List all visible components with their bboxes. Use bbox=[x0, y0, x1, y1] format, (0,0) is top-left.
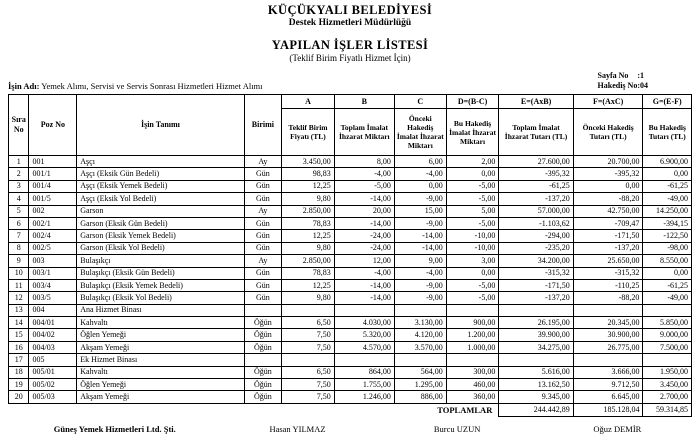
cell-onceki-hakedis-miktari: 564,00 bbox=[394, 366, 446, 378]
cell-toplam-imalat-miktari: 4.030,00 bbox=[334, 317, 394, 329]
table-row bbox=[9, 180, 692, 192]
cell-toplam-imalat-tutari: 26.195,00 bbox=[499, 317, 573, 329]
cell-teklif-birim-fiyati: 7,50 bbox=[282, 329, 335, 341]
job-name-line bbox=[8, 81, 263, 91]
cell-poz-no: 005/02 bbox=[29, 379, 77, 391]
hakedis-no-value: :04 bbox=[637, 81, 648, 90]
cell-poz-no: 001/4 bbox=[29, 180, 77, 192]
cell-onceki-hakedis-miktari: 9,00 bbox=[394, 255, 446, 267]
cell-bu-hakedis-tutari: -61,25 bbox=[643, 180, 692, 192]
cell-toplam-imalat-miktari: -14,00 bbox=[334, 279, 394, 291]
cell-toplam-imalat-tutari: 39.900,00 bbox=[499, 329, 573, 341]
cell-birimi: Gün bbox=[244, 168, 282, 180]
cell-sira-no: 2 bbox=[9, 168, 29, 180]
cell-birimi: Gün bbox=[244, 217, 282, 229]
cell-bu-hakedis-miktari: 3,00 bbox=[446, 255, 499, 267]
cell-bu-hakedis-tutari: 8.550,00 bbox=[643, 255, 692, 267]
cell-bu-hakedis-miktari bbox=[446, 354, 499, 366]
cell-onceki-hakedis-tutari: 20.700,00 bbox=[573, 156, 643, 168]
formula-header-c: C bbox=[394, 95, 446, 109]
cell-isin-tanimi: Garson (Eksik Yemek Bedeli) bbox=[77, 230, 244, 242]
cell-onceki-hakedis-miktari bbox=[394, 304, 446, 316]
cell-toplam-imalat-miktari: -4,00 bbox=[334, 168, 394, 180]
cell-bu-hakedis-tutari: 7.500,00 bbox=[643, 341, 692, 353]
cell-bu-hakedis-miktari: 1.000,00 bbox=[446, 341, 499, 353]
cell-onceki-hakedis-tutari: 9.712,50 bbox=[573, 379, 643, 391]
cell-onceki-hakedis-miktari: 1.295,00 bbox=[394, 379, 446, 391]
cell-bu-hakedis-tutari: -98,00 bbox=[643, 242, 692, 254]
cell-isin-tanimi: Bulaşıkçı (Eksik Yol Bedeli) bbox=[77, 292, 244, 304]
cell-sira-no: 4 bbox=[9, 193, 29, 205]
col-header-toplam-imalat-tutari: Toplam İmalat İhzarat Tutarı (TL) bbox=[499, 109, 573, 156]
cell-teklif-birim-fiyati: 12,25 bbox=[282, 180, 335, 192]
table-row bbox=[9, 379, 692, 391]
cell-toplam-imalat-tutari: -61,25 bbox=[499, 180, 573, 192]
table-row bbox=[9, 304, 692, 316]
cell-toplam-imalat-miktari: -14,00 bbox=[334, 193, 394, 205]
cell-onceki-hakedis-tutari: 6.645,00 bbox=[573, 391, 643, 403]
cell-toplam-imalat-tutari: 34.200,00 bbox=[499, 255, 573, 267]
cell-isin-tanimi: Ana Hizmet Binası bbox=[77, 304, 244, 316]
cell-isin-tanimi: Garson bbox=[77, 205, 244, 217]
col-header-onceki-hakedis-miktari: Önceki Hakediş İmalat İhzarat Miktarı bbox=[394, 109, 446, 156]
cell-poz-no: 002/5 bbox=[29, 242, 77, 254]
table-row bbox=[9, 366, 692, 378]
cell-sira-no: 9 bbox=[9, 255, 29, 267]
totals-toplam-imalat-tutari: 244.442,89 bbox=[499, 403, 573, 416]
table-row bbox=[9, 230, 692, 242]
cell-teklif-birim-fiyati: 12,25 bbox=[282, 230, 335, 242]
cell-toplam-imalat-miktari: 1.755,00 bbox=[334, 379, 394, 391]
cell-onceki-hakedis-tutari: -315,32 bbox=[573, 267, 643, 279]
cell-toplam-imalat-tutari: 9.345,00 bbox=[499, 391, 573, 403]
cell-toplam-imalat-tutari: -315,32 bbox=[499, 267, 573, 279]
col-header-teklif-birim-fiyati: Teklif Birim Fiyatı (TL) bbox=[282, 109, 335, 156]
formula-header-a: A bbox=[282, 95, 335, 109]
cell-toplam-imalat-tutari: 34.275,00 bbox=[499, 341, 573, 353]
cell-toplam-imalat-tutari bbox=[499, 354, 573, 366]
cell-onceki-hakedis-miktari: 4.120,00 bbox=[394, 329, 446, 341]
cell-bu-hakedis-tutari: 5.850,00 bbox=[643, 317, 692, 329]
cell-sira-no: 15 bbox=[9, 329, 29, 341]
table-row bbox=[9, 341, 692, 353]
cell-isin-tanimi: Garson (Eksik Yol Bedeli) bbox=[77, 242, 244, 254]
cell-teklif-birim-fiyati: 6,50 bbox=[282, 366, 335, 378]
cell-onceki-hakedis-tutari: -88,20 bbox=[573, 292, 643, 304]
cell-sira-no: 10 bbox=[9, 267, 29, 279]
document-header bbox=[8, 3, 692, 63]
page-no-value: :1 bbox=[637, 71, 644, 80]
cell-bu-hakedis-tutari bbox=[643, 354, 692, 366]
cell-onceki-hakedis-miktari: 3.570,00 bbox=[394, 341, 446, 353]
cell-isin-tanimi: Kahvaltı bbox=[77, 366, 244, 378]
cell-sira-no: 8 bbox=[9, 242, 29, 254]
department-name: Destek Hizmetleri Müdürlüğü bbox=[288, 18, 412, 28]
cell-onceki-hakedis-tutari: -395,32 bbox=[573, 168, 643, 180]
cell-isin-tanimi: Akşam Yemeği bbox=[77, 391, 244, 403]
cell-toplam-imalat-tutari: -137,20 bbox=[499, 193, 573, 205]
cell-poz-no: 001/1 bbox=[29, 168, 77, 180]
cell-onceki-hakedis-miktari: -4,00 bbox=[394, 168, 446, 180]
cell-bu-hakedis-miktari: 1.200,00 bbox=[446, 329, 499, 341]
cell-bu-hakedis-miktari: 460,00 bbox=[446, 379, 499, 391]
cell-sira-no: 16 bbox=[9, 341, 29, 353]
cell-birimi: Ay bbox=[244, 205, 282, 217]
cell-onceki-hakedis-tutari: -110,25 bbox=[573, 279, 643, 291]
cell-toplam-imalat-miktari: -24,00 bbox=[334, 230, 394, 242]
cell-teklif-birim-fiyati: 7,50 bbox=[282, 379, 335, 391]
cell-toplam-imalat-miktari: -14,00 bbox=[334, 217, 394, 229]
cell-toplam-imalat-miktari: 4.570,00 bbox=[334, 341, 394, 353]
cell-sira-no: 14 bbox=[9, 317, 29, 329]
cell-isin-tanimi: Öğlen Yemeği bbox=[77, 379, 244, 391]
cell-toplam-imalat-tutari: 57.000,00 bbox=[499, 205, 573, 217]
document-subtitle: (Teklif Birim Fiyatlı Hizmet İçin) bbox=[289, 53, 411, 63]
cell-bu-hakedis-tutari: -49,00 bbox=[643, 193, 692, 205]
cell-poz-no: 005/01 bbox=[29, 366, 77, 378]
cell-toplam-imalat-tutari: -294,00 bbox=[499, 230, 573, 242]
col-header-sira-no: Sıra No bbox=[9, 95, 29, 156]
cell-toplam-imalat-tutari: -395,32 bbox=[499, 168, 573, 180]
cell-bu-hakedis-miktari: -10,00 bbox=[446, 242, 499, 254]
cell-poz-no: 001/5 bbox=[29, 193, 77, 205]
page-info-block bbox=[598, 71, 648, 91]
cell-teklif-birim-fiyati: 2.850,00 bbox=[282, 205, 335, 217]
cell-bu-hakedis-tutari: -394,15 bbox=[643, 217, 692, 229]
cell-onceki-hakedis-tutari: 25.650,00 bbox=[573, 255, 643, 267]
cell-poz-no: 004/02 bbox=[29, 329, 77, 341]
cell-onceki-hakedis-tutari: 20.345,00 bbox=[573, 317, 643, 329]
cell-onceki-hakedis-miktari: 6,00 bbox=[394, 156, 446, 168]
cell-poz-no: 005 bbox=[29, 354, 77, 366]
cell-onceki-hakedis-tutari: -137,20 bbox=[573, 242, 643, 254]
cell-toplam-imalat-tutari bbox=[499, 304, 573, 316]
cell-teklif-birim-fiyati: 3.450,00 bbox=[282, 156, 335, 168]
cell-birimi: Öğün bbox=[244, 391, 282, 403]
cell-bu-hakedis-miktari: -5,00 bbox=[446, 193, 499, 205]
cell-teklif-birim-fiyati: 12,25 bbox=[282, 279, 335, 291]
cell-birimi: Ay bbox=[244, 255, 282, 267]
cell-poz-no: 004/03 bbox=[29, 341, 77, 353]
cell-teklif-birim-fiyati: 78,83 bbox=[282, 267, 335, 279]
cell-bu-hakedis-tutari: 2.700,00 bbox=[643, 391, 692, 403]
table-row bbox=[9, 317, 692, 329]
cell-bu-hakedis-tutari: 3.450,00 bbox=[643, 379, 692, 391]
table-row bbox=[9, 267, 692, 279]
col-header-bu-hakedis-tutari: Bu Hakediş Tutarı (TL) bbox=[643, 109, 692, 156]
job-name-label: İşin Adı: bbox=[8, 81, 40, 91]
cell-onceki-hakedis-miktari: 15,00 bbox=[394, 205, 446, 217]
cell-isin-tanimi: Kahvaltı bbox=[77, 317, 244, 329]
cell-bu-hakedis-miktari: 0,00 bbox=[446, 168, 499, 180]
cell-onceki-hakedis-tutari: 42.750,00 bbox=[573, 205, 643, 217]
cell-bu-hakedis-miktari: 5,00 bbox=[446, 205, 499, 217]
cell-toplam-imalat-miktari: -24,00 bbox=[334, 242, 394, 254]
cell-toplam-imalat-tutari: 27.600,00 bbox=[499, 156, 573, 168]
cell-toplam-imalat-miktari bbox=[334, 304, 394, 316]
works-table bbox=[8, 94, 692, 417]
cell-birimi bbox=[244, 354, 282, 366]
cell-toplam-imalat-miktari: 1.246,00 bbox=[334, 391, 394, 403]
cell-toplam-imalat-miktari: 5.320,00 bbox=[334, 329, 394, 341]
totals-label: TOPLAMLAR bbox=[437, 404, 493, 415]
cell-birimi bbox=[244, 304, 282, 316]
signature-hasan-yilmaz: Hasan YILMAZ bbox=[269, 424, 326, 434]
signature-burcu-uzun: Burcu UZUN bbox=[433, 424, 481, 434]
cell-onceki-hakedis-tutari bbox=[573, 304, 643, 316]
formula-header-d: D=(B-C) bbox=[446, 95, 499, 109]
cell-sira-no: 12 bbox=[9, 292, 29, 304]
cell-birimi: Gün bbox=[244, 180, 282, 192]
cell-sira-no: 6 bbox=[9, 217, 29, 229]
cell-teklif-birim-fiyati: 2.850,00 bbox=[282, 255, 335, 267]
cell-bu-hakedis-tutari: 0,00 bbox=[643, 267, 692, 279]
cell-sira-no: 1 bbox=[9, 156, 29, 168]
totals-row bbox=[9, 403, 692, 416]
cell-toplam-imalat-miktari bbox=[334, 354, 394, 366]
cell-onceki-hakedis-miktari: -9,00 bbox=[394, 279, 446, 291]
cell-isin-tanimi: Bulaşıkçı bbox=[77, 255, 244, 267]
signatures-row bbox=[0, 424, 700, 436]
cell-isin-tanimi: Garson (Eksik Gün Bedeli) bbox=[77, 217, 244, 229]
cell-onceki-hakedis-miktari: -9,00 bbox=[394, 292, 446, 304]
cell-toplam-imalat-miktari: 8,00 bbox=[334, 156, 394, 168]
col-header-onceki-hakedis-tutari: Önceki Hakediş Tutarı (TL) bbox=[573, 109, 643, 156]
cell-toplam-imalat-tutari: -235,20 bbox=[499, 242, 573, 254]
cell-bu-hakedis-tutari: -49,00 bbox=[643, 292, 692, 304]
cell-birimi: Öğün bbox=[244, 317, 282, 329]
cell-onceki-hakedis-miktari: -4,00 bbox=[394, 267, 446, 279]
cell-bu-hakedis-miktari: 0,00 bbox=[446, 267, 499, 279]
cell-teklif-birim-fiyati: 6,50 bbox=[282, 317, 335, 329]
cell-poz-no: 004 bbox=[29, 304, 77, 316]
cell-onceki-hakedis-miktari: 3.130,00 bbox=[394, 317, 446, 329]
hakedis-no-label: Hakediş No bbox=[597, 81, 638, 90]
cell-bu-hakedis-miktari: -5,00 bbox=[446, 292, 499, 304]
cell-toplam-imalat-tutari: 5.616,00 bbox=[499, 366, 573, 378]
cell-onceki-hakedis-miktari: 0,00 bbox=[394, 180, 446, 192]
signature-contractor: Güneş Yemek Hizmetleri Ltd. Şti. bbox=[53, 424, 176, 434]
cell-bu-hakedis-miktari: -5,00 bbox=[446, 180, 499, 192]
cell-birimi: Gün bbox=[244, 279, 282, 291]
col-header-toplam-imalat-miktari: Toplam İmalat İhzarat Miktarı bbox=[334, 109, 394, 156]
cell-onceki-hakedis-tutari: -709,47 bbox=[573, 217, 643, 229]
cell-poz-no: 001 bbox=[29, 156, 77, 168]
cell-poz-no: 003 bbox=[29, 255, 77, 267]
formula-header-b: B bbox=[334, 95, 394, 109]
cell-isin-tanimi: Ek Hizmet Binası bbox=[77, 354, 244, 366]
cell-isin-tanimi: Akşam Yemeği bbox=[77, 341, 244, 353]
cell-birimi: Gün bbox=[244, 230, 282, 242]
table-row bbox=[9, 279, 692, 291]
cell-isin-tanimi: Aşçı bbox=[77, 156, 244, 168]
cell-bu-hakedis-tutari: 0,00 bbox=[643, 168, 692, 180]
cell-onceki-hakedis-miktari: -14,00 bbox=[394, 230, 446, 242]
cell-bu-hakedis-miktari: -5,00 bbox=[446, 279, 499, 291]
table-row bbox=[9, 205, 692, 217]
cell-isin-tanimi: Bulaşıkçı (Eksik Gün Bedeli) bbox=[77, 267, 244, 279]
cell-sira-no: 11 bbox=[9, 279, 29, 291]
cell-onceki-hakedis-tutari: -171,50 bbox=[573, 230, 643, 242]
cell-birimi: Öğün bbox=[244, 341, 282, 353]
cell-toplam-imalat-miktari: 864,00 bbox=[334, 366, 394, 378]
cell-sira-no: 17 bbox=[9, 354, 29, 366]
cell-birimi: Gün bbox=[244, 193, 282, 205]
cell-onceki-hakedis-tutari: -88,20 bbox=[573, 193, 643, 205]
cell-isin-tanimi: Aşçı (Eksik Yol Bedeli) bbox=[77, 193, 244, 205]
cell-toplam-imalat-miktari: 12,00 bbox=[334, 255, 394, 267]
formula-header-g: G=(E-F) bbox=[643, 95, 692, 109]
cell-birimi: Gün bbox=[244, 292, 282, 304]
cell-onceki-hakedis-tutari bbox=[573, 354, 643, 366]
cell-poz-no: 002/1 bbox=[29, 217, 77, 229]
cell-sira-no: 3 bbox=[9, 180, 29, 192]
cell-toplam-imalat-tutari: -137,20 bbox=[499, 292, 573, 304]
table-row bbox=[9, 168, 692, 180]
totals-bu-hakedis-tutari: 59.314,85 bbox=[643, 403, 692, 416]
cell-teklif-birim-fiyati: 9,80 bbox=[282, 242, 335, 254]
cell-teklif-birim-fiyati bbox=[282, 354, 335, 366]
cell-toplam-imalat-tutari: -1.103,62 bbox=[499, 217, 573, 229]
cell-bu-hakedis-tutari bbox=[643, 304, 692, 316]
cell-poz-no: 004/01 bbox=[29, 317, 77, 329]
cell-isin-tanimi: Öğlen Yemeği bbox=[77, 329, 244, 341]
cell-sira-no: 20 bbox=[9, 391, 29, 403]
cell-isin-tanimi: Bulaşıkçı (Eksik Yemek Bedeli) bbox=[77, 279, 244, 291]
cell-bu-hakedis-tutari: 6.900,00 bbox=[643, 156, 692, 168]
cell-bu-hakedis-miktari: 360,00 bbox=[446, 391, 499, 403]
cell-teklif-birim-fiyati: 78,83 bbox=[282, 217, 335, 229]
cell-teklif-birim-fiyati: 7,50 bbox=[282, 391, 335, 403]
cell-sira-no: 18 bbox=[9, 366, 29, 378]
table-row bbox=[9, 156, 692, 168]
cell-toplam-imalat-miktari: -4,00 bbox=[334, 267, 394, 279]
table-row bbox=[9, 329, 692, 341]
cell-bu-hakedis-tutari: -122,50 bbox=[643, 230, 692, 242]
cell-toplam-imalat-miktari: -14,00 bbox=[334, 292, 394, 304]
cell-onceki-hakedis-miktari: -9,00 bbox=[394, 217, 446, 229]
table-row bbox=[9, 292, 692, 304]
job-name-value: Yemek Alımı, Servisi ve Servis Sonrası Hizmetleri Hizmet Alımı bbox=[41, 81, 263, 91]
cell-onceki-hakedis-miktari: -9,00 bbox=[394, 193, 446, 205]
cell-teklif-birim-fiyati: 9,80 bbox=[282, 193, 335, 205]
cell-bu-hakedis-miktari: 300,00 bbox=[446, 366, 499, 378]
cell-birimi: Öğün bbox=[244, 329, 282, 341]
cell-poz-no: 003/4 bbox=[29, 279, 77, 291]
cell-teklif-birim-fiyati: 9,80 bbox=[282, 292, 335, 304]
cell-onceki-hakedis-tutari: 26.775,00 bbox=[573, 341, 643, 353]
cell-toplam-imalat-tutari: -171,50 bbox=[499, 279, 573, 291]
cell-bu-hakedis-miktari bbox=[446, 304, 499, 316]
cell-bu-hakedis-miktari: -10,00 bbox=[446, 230, 499, 242]
col-header-isin-tanimi: İşin Tanımı bbox=[77, 95, 244, 156]
signature-oguz-demir: Oğuz DEMİR bbox=[593, 424, 642, 434]
col-header-bu-hakedis-miktari: Bu Hakediş İmalat İhzarat Miktarı bbox=[446, 109, 499, 156]
cell-bu-hakedis-tutari: 9.000,00 bbox=[643, 329, 692, 341]
cell-birimi: Ay bbox=[244, 156, 282, 168]
cell-bu-hakedis-tutari: 1.950,00 bbox=[643, 366, 692, 378]
organization-name: KÜÇÜKYALI BELEDİYESİ bbox=[267, 3, 433, 17]
table-row bbox=[9, 242, 692, 254]
table-row bbox=[9, 391, 692, 403]
cell-isin-tanimi: Aşçı (Eksik Gün Bedeli) bbox=[77, 168, 244, 180]
cell-sira-no: 19 bbox=[9, 379, 29, 391]
table-row bbox=[9, 354, 692, 366]
cell-teklif-birim-fiyati: 98,83 bbox=[282, 168, 335, 180]
cell-onceki-hakedis-miktari: 886,00 bbox=[394, 391, 446, 403]
cell-bu-hakedis-miktari: -5,00 bbox=[446, 217, 499, 229]
cell-onceki-hakedis-tutari: 0,00 bbox=[573, 180, 643, 192]
cell-teklif-birim-fiyati bbox=[282, 304, 335, 316]
cell-onceki-hakedis-miktari bbox=[394, 354, 446, 366]
cell-onceki-hakedis-miktari: -14,00 bbox=[394, 242, 446, 254]
cell-poz-no: 002 bbox=[29, 205, 77, 217]
page-no-label: Sayfa No bbox=[597, 71, 629, 80]
cell-birimi: Gün bbox=[244, 267, 282, 279]
cell-poz-no: 005/03 bbox=[29, 391, 77, 403]
cell-birimi: Öğün bbox=[244, 379, 282, 391]
cell-onceki-hakedis-tutari: 3.666,00 bbox=[573, 366, 643, 378]
cell-birimi: Öğün bbox=[244, 366, 282, 378]
cell-teklif-birim-fiyati: 7,50 bbox=[282, 341, 335, 353]
table-row bbox=[9, 193, 692, 205]
cell-bu-hakedis-miktari: 2,00 bbox=[446, 156, 499, 168]
cell-isin-tanimi: Aşçı (Eksik Yemek Bedeli) bbox=[77, 180, 244, 192]
cell-onceki-hakedis-tutari: 30.900,00 bbox=[573, 329, 643, 341]
table-row bbox=[9, 255, 692, 267]
formula-header-row bbox=[9, 95, 692, 109]
info-row bbox=[8, 71, 692, 91]
cell-birimi: Gün bbox=[244, 242, 282, 254]
cell-toplam-imalat-miktari: 20,00 bbox=[334, 205, 394, 217]
col-header-poz-no: Poz No bbox=[29, 95, 77, 156]
cell-bu-hakedis-tutari: 14.250,00 bbox=[643, 205, 692, 217]
cell-toplam-imalat-miktari: -5,00 bbox=[334, 180, 394, 192]
table-row bbox=[9, 217, 692, 229]
cell-poz-no: 003/5 bbox=[29, 292, 77, 304]
cell-poz-no: 003/1 bbox=[29, 267, 77, 279]
document-title: YAPILAN İŞLER LİSTESİ bbox=[271, 38, 429, 52]
formula-header-f: F=(AxC) bbox=[573, 95, 643, 109]
formula-header-e: E=(AxB) bbox=[499, 95, 573, 109]
cell-poz-no: 002/4 bbox=[29, 230, 77, 242]
cell-bu-hakedis-miktari: 900,00 bbox=[446, 317, 499, 329]
col-header-birimi: Birimi bbox=[244, 95, 282, 156]
cell-toplam-imalat-tutari: 13.162,50 bbox=[499, 379, 573, 391]
totals-onceki-hakedis-tutari: 185.128,04 bbox=[573, 403, 643, 416]
cell-sira-no: 5 bbox=[9, 205, 29, 217]
cell-sira-no: 7 bbox=[9, 230, 29, 242]
cell-bu-hakedis-tutari: -61,25 bbox=[643, 279, 692, 291]
cell-sira-no: 13 bbox=[9, 304, 29, 316]
